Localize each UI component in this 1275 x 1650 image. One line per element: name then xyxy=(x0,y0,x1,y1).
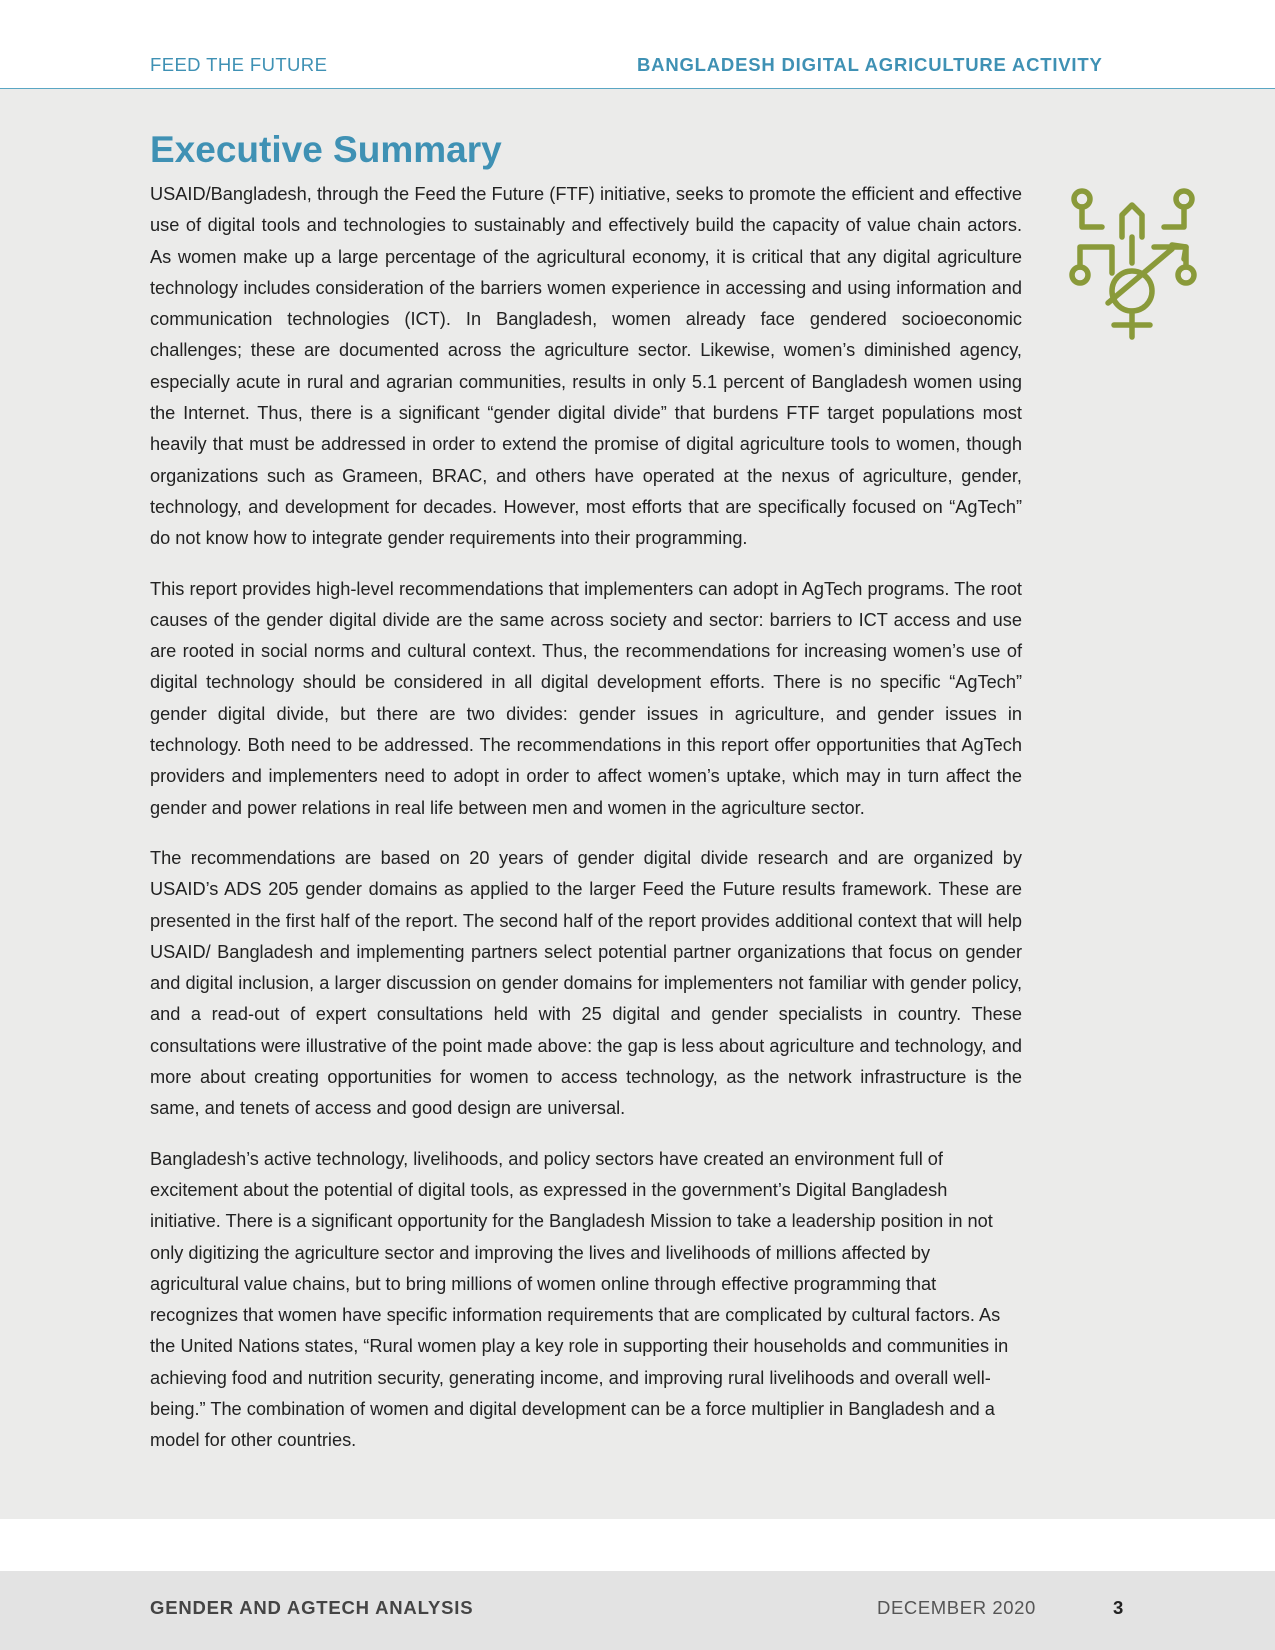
page-footer xyxy=(0,1571,1275,1650)
paragraph-3: The recommendations are based on 20 years of gender digital divide research and are organized by USAID’s ADS 205 gender domains as applied to the larger Feed the Future results framework. These are presented in the first half of the report. The second half of the report provides additional context that will help USAID/ Bangladesh and implementing partners select potential partner organizations that focus on gender and digital inclusion, a larger discussion on gender domains for implementers not familiar with gender policy, and a read-out of expert consultations held with 25 digital and gender specialists in country. These consultations were illustrative of the point made above: the gap is less about agriculture and technology, and more about creating opportunities for women to access technology, as the network infrastructure is the same, and tenets of access and good design are universal. xyxy=(150,847,1022,1119)
content-area xyxy=(0,89,1275,1519)
footer-report-title: GENDER AND AGTECH ANALYSIS xyxy=(150,1597,474,1618)
page-header xyxy=(0,0,1275,89)
header-activity-name: BANGLADESH DIGITAL AGRICULTURE ACTIVITY xyxy=(637,54,1103,75)
footer-spacer xyxy=(0,1519,1275,1571)
footer-date: DECEMBER 2020 xyxy=(877,1597,1036,1618)
header-program-name: FEED THE FUTURE xyxy=(150,54,328,75)
paragraph-4: Bangladesh’s active technology, livelihoods, and policy sectors have created an environment full of excitement about the potential of digital tools, as expressed in the government’s Digital Bangladesh initiative. There is a significant opportunity for the Bangladesh Mission to take a leadership position in not only digitizing the agriculture sector and improving the lives and livelihoods of millions affected by agricultural value chains, but to bring millions of women online through effective programming that recognizes that women have specific information requirements that are complicated by cultural factors. As the United Nations states, “Rural women play a key role in supporting their households and communities in achieving food and nutrition security, generating income, and improving rural livelihoods and overall well-being.” The combination of women and digital development can be a force multiplier in Bangladesh and a model for other countries. xyxy=(150,1148,1009,1451)
circuit-female-symbol-icon xyxy=(1068,185,1198,355)
page-number: 3 xyxy=(1113,1597,1124,1618)
paragraph-2: This report provides high-level recommendations that implementers can adopt in AgTech programs. The root causes of the gender digital divide are the same across society and sector: barriers to ICT access and use are rooted in social norms and cultural context. Thus, the recommendations for increasing women’s use of digital technology should be considered in all digital development efforts. There is no specific “AgTech” gender digital divide, but there are two divides: gender issues in agriculture, and gender issues in technology. Both need to be addressed. The recommendations in this report offer opportunities that AgTech providers and implementers need to adopt in order to affect women’s uptake, which may in turn affect the gender and power relations in real life between men and women in the agriculture sector. xyxy=(150,578,1022,818)
body-text xyxy=(150,179,1022,1476)
page-title: Executive Summary xyxy=(150,129,502,170)
paragraph-1: USAID/Bangladesh, through the Feed the Future (FTF) initiative, seeks to promote the efficient and effective use of digital tools and technologies to sustainably and effectively build the capacity of value chain actors. As women make up a large percentage of the agricultural economy, it is critical that any digital agriculture technology includes consideration of the barriers women experience in accessing and using information and communication technologies (ICT). In Bangladesh, women already face gendered socioeconomic challenges; these are documented across the agriculture sector. Likewise, women’s diminished agency, especially acute in rural and agrarian communities, results in only 5.1 percent of Bangladesh women using the Internet. Thus, there is a significant “gender digital divide” that burdens FTF target populations most heavily that must be addressed in order to extend the promise of digital agriculture tools to women, though organizations such as Grameen, BRAC, and others have operated at the nexus of agriculture, gender, technology, and development for decades. However, most efforts that are specifically focused on “AgTech” do not know how to integrate gender requirements into their programming. xyxy=(150,184,1022,549)
